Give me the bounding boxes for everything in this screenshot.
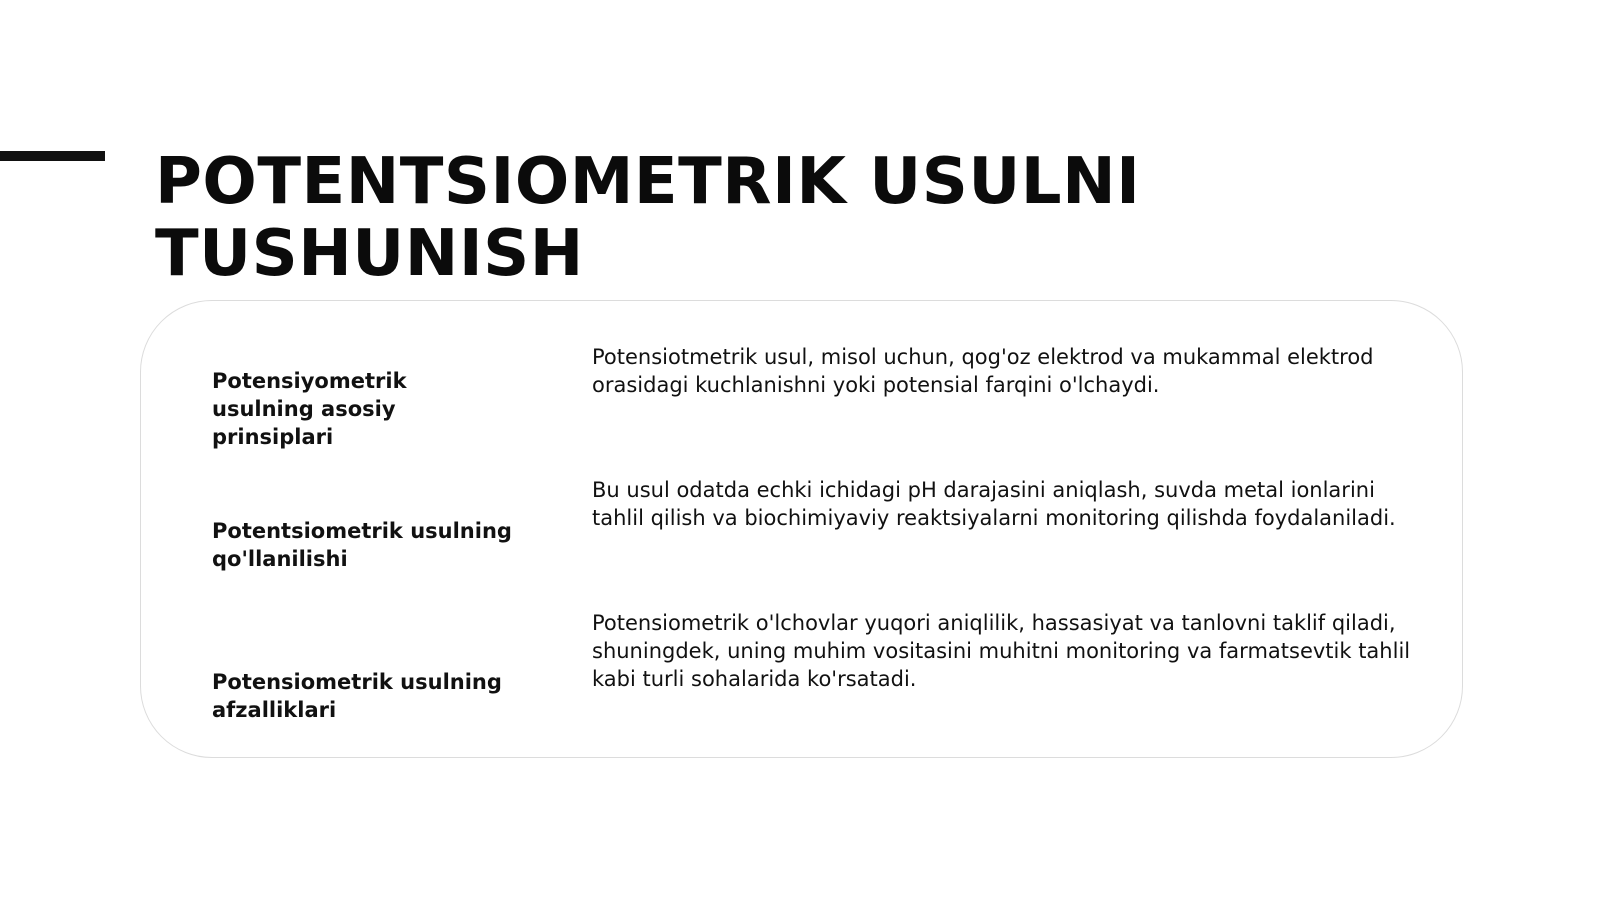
item-heading-principles: Potensiyometrik usulning asosiy prinsiplari bbox=[212, 369, 407, 449]
item-heading-advantages: Potensiometrik usulning afzalliklari bbox=[212, 670, 502, 722]
accent-bar bbox=[0, 151, 105, 161]
item-description-advantages: Potensiometrik o'lchovlar yuqori aniqlilik, hassasiyat va tanlovni taklif qiladi, shuningdek, uning muhim vositasini muhitni monitoring va farmatsevtik tahlil kabi turli sohalarida ko'rsatadi. bbox=[592, 611, 1411, 691]
item-heading-applications: Potentsiometrik usulning qo'llanilishi bbox=[212, 519, 512, 571]
slide-title: POTENTSIOMETRIK USULNI TUSHUNISH bbox=[155, 145, 1141, 291]
item-description-applications: Bu usul odatda echki ichidagi pH darajasini aniqlash, suvda metal ionlarini tahlil qilish va biochimiyaviy reaktsiyalarni monitoring qilishda foydalaniladi. bbox=[592, 478, 1396, 530]
item-description-principles: Potensiotmetrik usul, misol uchun, qog'oz elektrod va mukammal elektrod orasidagi kuchlanishni yoki potensial farqini o'lchaydi. bbox=[592, 345, 1374, 397]
